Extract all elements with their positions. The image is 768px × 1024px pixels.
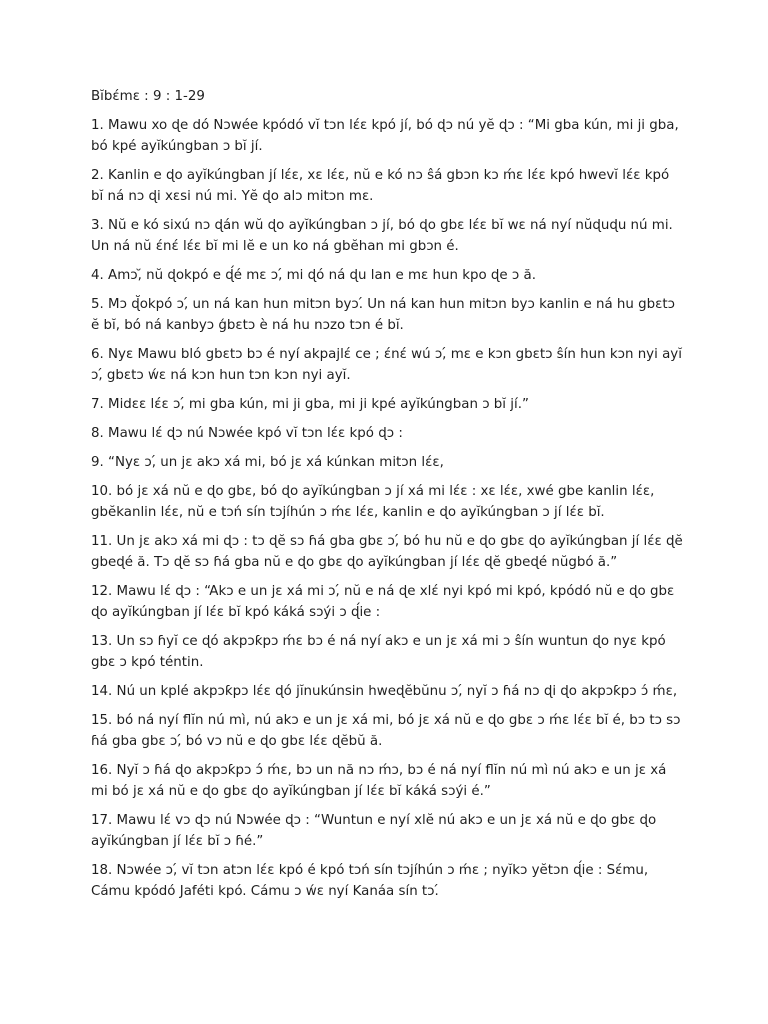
document-body [91,86,683,910]
chapter-heading: Bĭbέmɛ : 9 : 1-29 [91,89,205,104]
verse-6: 6. Nyɛ Mawu bló gbɛtɔ bɔ é nyí akpajlέ ce ; έnέ wú ɔ,́ mɛ e kɔn gbɛtɔ ŝín hun kɔn nyi ayĭ ɔ,́ gbɛtɔ ẃɛ ná kɔn hun tɔn kɔn nyi ayĭ. [91,347,682,383]
verse-15: 15. bó ná nyí flĭn nú mì, nú akɔ e un jɛ xá mi, bó jɛ xá nŭ e ɖo gbɛ ɔ ḿɛ lέɛ bĭ é, bɔ tɔ sɔ ɦá gba gbɛ ɔ,́ bó vɔ nŭ e ɖo gbɛ lέɛ ɖĕbŭ ă. [91,713,681,749]
verse-3: 3. Nŭ e kó sixú nɔ ɖán wŭ ɖo ayĭkúngban ɔ jí, bó ɖo gbɛ lέɛ bĭ wɛ ná nyí nŭɖuɖu nú mi. Un ná nŭ έnέ lέɛ bĭ mi lĕ e un ko ná gbĕhan mi gbɔn é. [91,218,673,254]
verse-8: 8. Mawu lέ ɖɔ nú Nɔwée kpó vĭ tɔn lέɛ kpó ɖɔ : [91,426,403,441]
verse-12: 12. Mawu lέ ɖɔ : “Akɔ e un jɛ xá mi ɔ,́ nŭ e ná ɖe xlέ nyi kpó mi kpó, kpódó nŭ e ɖo gbɛ ɖo ayĭkúngban jí lέɛ bĭ kpó káká sɔýi ɔ ɖ́ie : [91,584,675,620]
verse-16: 16. Nyĭ ɔ ɦá ɖo akpɔƙpɔ ɔ́ ḿɛ, bɔ un nă nɔ ḿɔ, bɔ é ná nyí flĭn nú mì nú akɔ e un jɛ xá mi bó jɛ xá nŭ e ɖo gbɛ ɖo ayĭkúngban jí lέɛ bĭ káká sɔýi é.” [91,763,667,799]
verse-10: 10. bó jɛ xá nŭ e ɖo gbɛ, bó ɖo ayĭkúngban ɔ jí xá mi lέɛ : xɛ lέɛ, xwé gbe kanlin lέɛ, gbĕkanlin lέɛ, nŭ e tɔń sín tɔjíhún ɔ ḿɛ lέɛ, kanlin e ɖo ayĭkúngban ɔ jí lέɛ bĭ. [91,484,655,520]
verse-17: 17. Mawu lέ vɔ ɖɔ nú Nɔwée ɖɔ : “Wuntun e nyí xlĕ nú akɔ e un jɛ xá nŭ e ɖo gbɛ ɖo ayĭkúngban jí lέɛ bĭ ɔ ɦé.” [91,813,657,849]
verse-18: 18. Nɔwée ɔ,́ vĭ tɔn atɔn lέɛ kpó é kpó tɔń sín tɔjíhún ɔ ḿɛ ; nyĭkɔ yĕtɔn ɖ́ie : Sέmu, Cámu kpódó Jaféti kpó. Cámu ɔ ẃɛ nyí Kanáa sín tɔ.́ [91,863,649,899]
verse-14: 14. Nú un kplé akpɔƙpɔ lέɛ ɖó jĭnukúnsin hweɖĕbŭnu ɔ,́ nyĭ ɔ ɦá nɔ ɖi ɖo akpɔƙpɔ ɔ́ ḿɛ, [91,684,678,699]
verse-1: 1. Mawu xo ɖe dó Nɔwée kpódó vĭ tɔn lέɛ kpó jí, bó ɖɔ nú yĕ ɖɔ : “Mi gba kún, mi ji gba, bó kpé ayĭkúngban ɔ bĭ jí. [91,118,679,154]
verse-13: 13. Un sɔ ɦyĭ ce ɖó akpɔƙpɔ ḿɛ bɔ é ná nyí akɔ e un jɛ xá mi ɔ ŝín wuntun ɖo nyɛ kpó gbɛ ɔ kpó téntin. [91,634,666,670]
verse-2: 2. Kanlin e ɖo ayĭkúngban jí lέɛ, xɛ lέɛ, nŭ e kó nɔ ŝá gbɔn kɔ ḿɛ lέɛ kpó hwevĭ lέɛ kpó bĭ ná nɔ ɖi xɛsi nú mi. Yĕ ɖo alɔ mitɔn mɛ. [91,168,670,204]
verse-9: 9. “Nyɛ ɔ,́ un jɛ akɔ xá mi, bó jɛ xá kúnkan mitɔn lέɛ, [91,455,444,470]
verse-7: 7. Midɛɛ lέɛ ɔ,́ mi gba kún, mi ji gba, mi ji kpé ayĭkúngban ɔ bĭ jí.” [91,397,529,412]
verse-5: 5. Mɔ ɖ̆okpó ɔ,́ un ná kan hun mitɔn byɔ.́ Un ná kan hun mitɔn byɔ kanlin e ná hu gbɛtɔ ĕ bĭ, bó ná kanbyɔ ǵbɛtɔ ѐ ná hu nɔzo tɔn é bĭ. [91,297,675,333]
verse-4: 4. Amɔ,̆ nŭ ɖokpó e ɖ́é mɛ ɔ,́ mi ɖó ná ɖu lan e mɛ hun kpo ɖe ɔ ă. [91,268,536,283]
verse-11: 11. Un jɛ akɔ xá mi ɖɔ : tɔ ɖĕ sɔ ɦá gba gbɛ ɔ,́ bó hu nŭ e ɖo gbɛ ɖo ayĭkúngban jí lέɛ ɖĕ gbeɖé ă. Tɔ ɖĕ sɔ ɦá gba nŭ e ɖo gbɛ ɖo ayĭkúngban jí lέɛ ɖĕ gbeɖé nŭgbó ă.” [91,534,683,570]
